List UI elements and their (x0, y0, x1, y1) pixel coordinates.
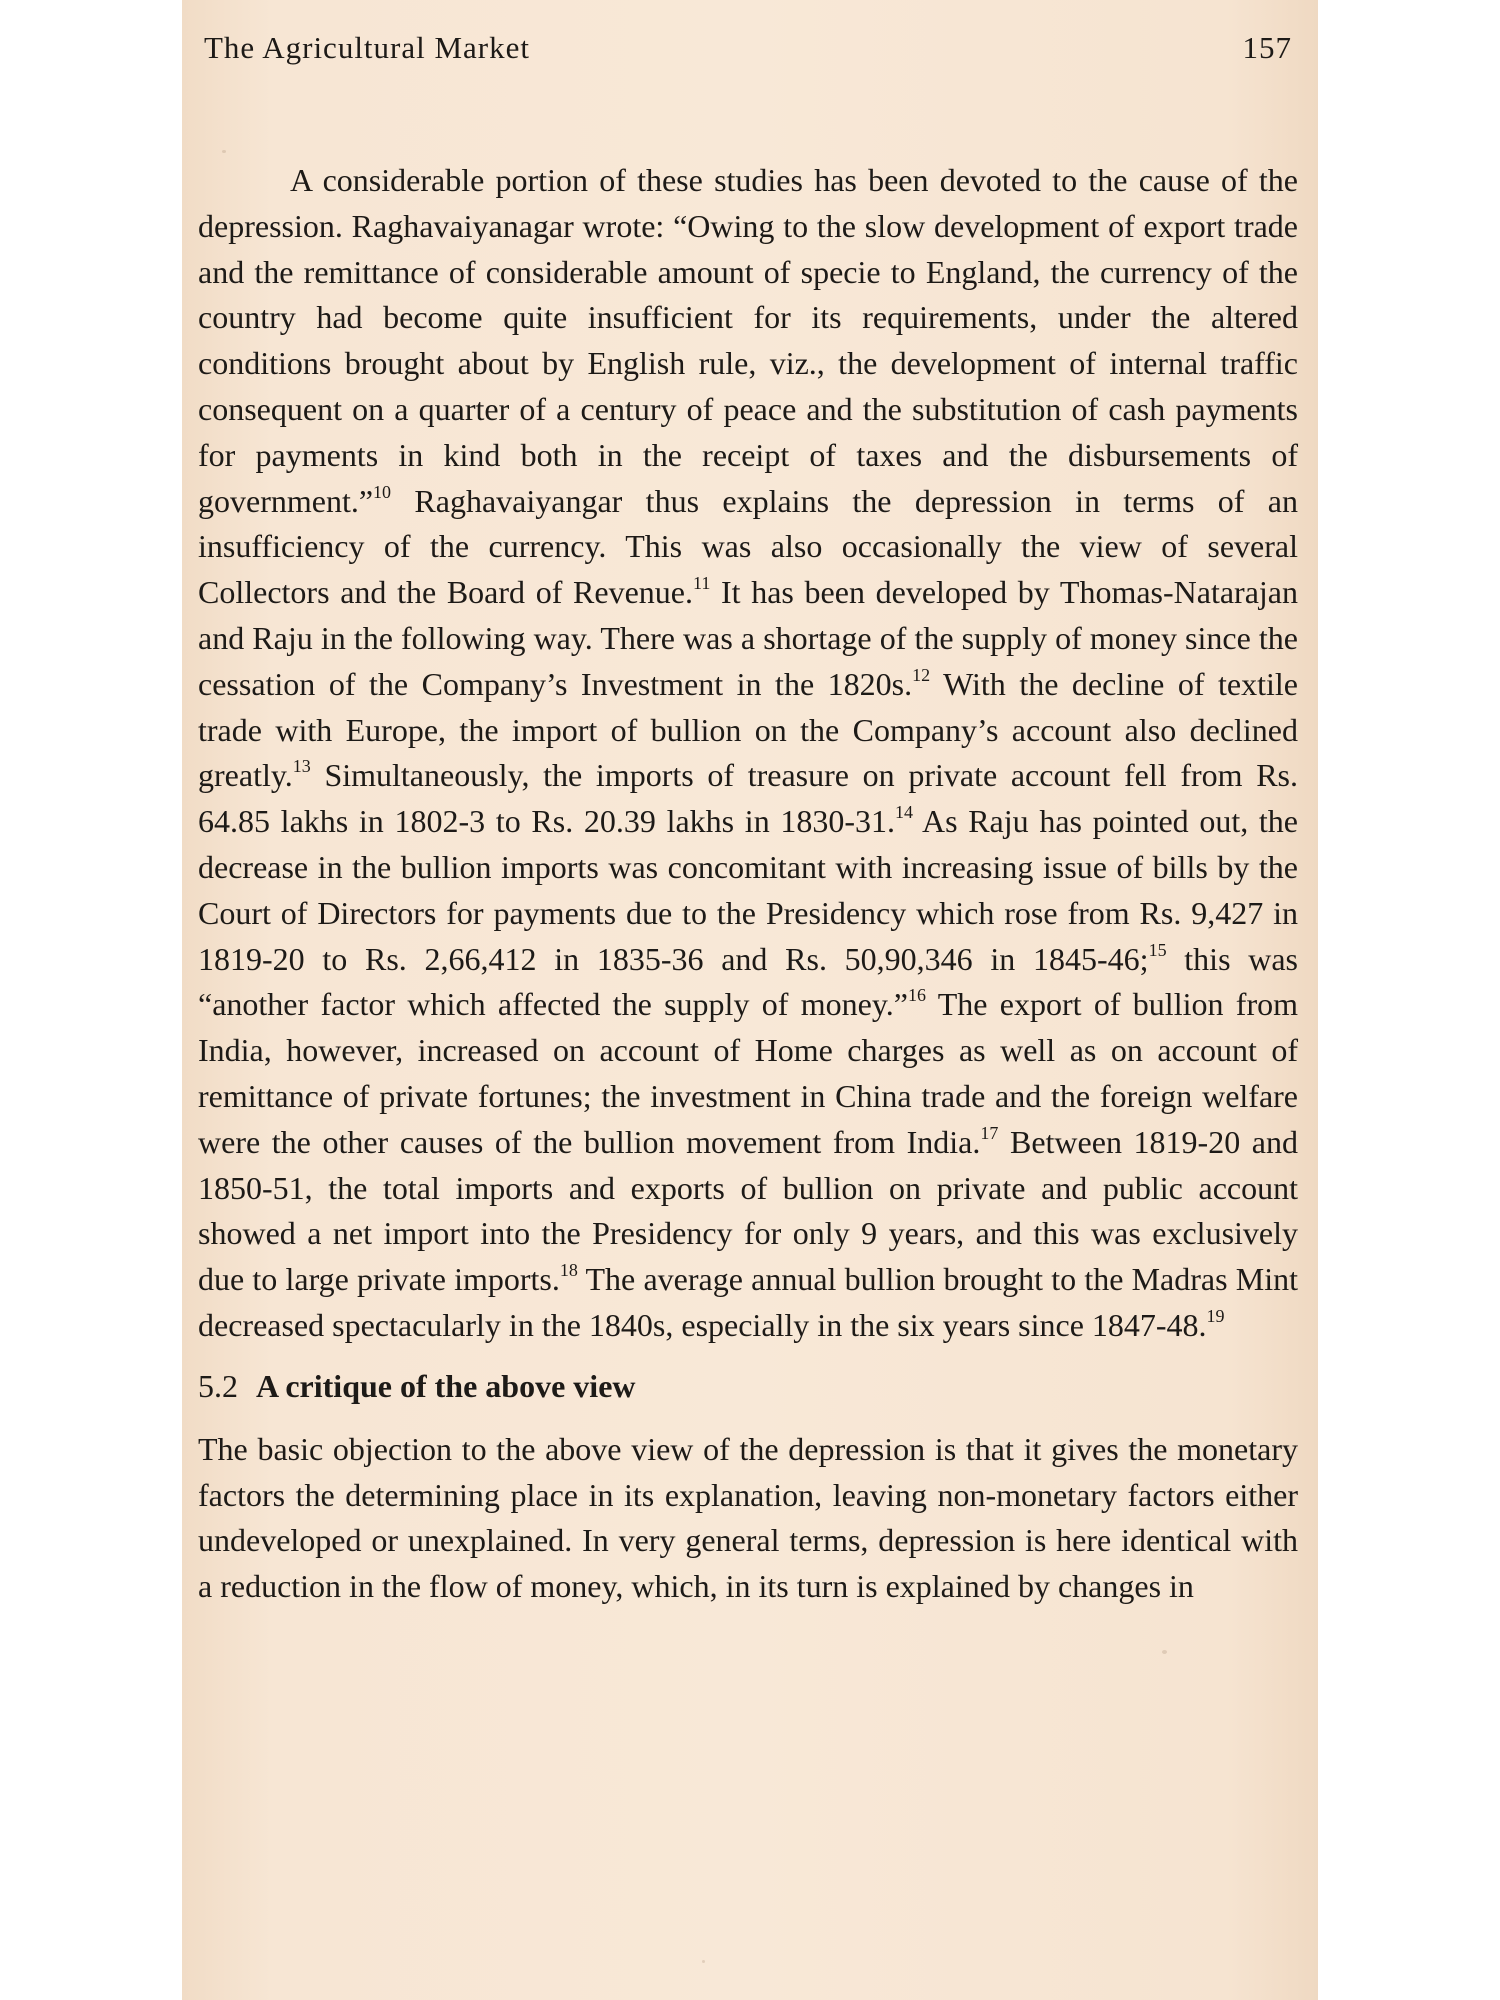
footnote-ref-16: 16 (907, 985, 926, 1006)
footnote-ref-10: 10 (373, 481, 392, 502)
text-run: Simultaneously, the imports of treasure on private account fell from Rs. 64.85 lakhs in 1802-3 to Rs. 20.39 lakhs in 1830-31. (198, 757, 1298, 840)
text-run: Raghavaiyangar thus explains the depression in terms of an insufficiency of the currency. This was also occasionally the view of several Collectors and the Board of Revenue. (198, 482, 1298, 611)
text-run: Between 1819-20 and 1850-51, the total imports and exports of bullion on private and public account showed a net import into the Presidency for only 9 years, and this was exclusively due to large private imports. (198, 1123, 1299, 1298)
page-content (198, 30, 1298, 1610)
running-header (198, 30, 1298, 80)
text-run: With the decline of textile trade with Europe, the import of bullion on the Company’s account also declined greatly. (198, 665, 1299, 794)
text-run: this was “another factor which affected the supply of money.” (198, 940, 1299, 1023)
footnote-ref-13: 13 (292, 756, 311, 777)
paper-speck (702, 1960, 705, 1963)
section-title: A critique of the above view (256, 1367, 636, 1404)
page-number: 157 (1242, 30, 1292, 65)
body-paragraph-2: The basic objection to the above view of the depression is that it gives the monetary factors the determining place in its explanation, leaving non-monetary factors either undeveloped or unexplained. In very general terms, depression is here identical with a reduction in the flow of money, which, in its turn is explained by changes in (198, 1430, 1298, 1605)
text-run: A considerable portion of these studies has been devoted to the cause of the depression. Raghavaiyanagar wrote: “Owing to the slow development of export trade and the remittance of considerable amount of specie to England, the currency of the country had become quite insufficient for its requirements, under the altered conditions brought about by English rule, viz., the development of internal traffic consequent on a quarter of a century of peace and the substitution of cash payments for payments in kind both in the receipt of taxes and the disbursements of government.” (198, 162, 1298, 519)
footnote-ref-11: 11 (693, 573, 711, 594)
footnote-ref-15: 15 (1148, 939, 1167, 960)
text-run: The export of bullion from India, however, increased on account of Home charges as well as on account of remittance of private fortunes; the investment in China trade and the foreign welfare were the other causes of the bullion movement from India. (198, 986, 1299, 1160)
scanned-page (182, 0, 1318, 2000)
text-run: As Raju has pointed out, the decrease in the bullion imports was concomitant with increasing issue of bills by the Court of Directors for payments due to the Presidency which rose from Rs. 9,427 in 1819-20 to Rs. 2,66,412 in 1835-36 and Rs. 50,90,346 in 1845-46; (198, 803, 1299, 977)
footnote-ref-19: 19 (1206, 1305, 1225, 1326)
footnote-ref-12: 12 (912, 664, 931, 685)
footnote-ref-18: 18 (559, 1260, 578, 1281)
text-run: It has been developed by Thomas-Natarajan and Raju in the following way. There was a shortage of the supply of money since the cessation of the Company’s Investment in the 1820s. (198, 574, 1299, 702)
section-heading (198, 1363, 1298, 1409)
text-run: The average annual bullion brought to the Madras Mint decreased spectacularly in the 1840s, especially in the six years since 1847-48. (198, 1261, 1299, 1343)
body-paragraph-1 (198, 158, 1298, 1349)
section-number: 5.2 (198, 1367, 238, 1404)
footnote-ref-14: 14 (895, 802, 914, 823)
paper-speck (1162, 1650, 1167, 1654)
footnote-ref-17: 17 (980, 1122, 999, 1143)
running-title: The Agricultural Market (204, 30, 531, 65)
